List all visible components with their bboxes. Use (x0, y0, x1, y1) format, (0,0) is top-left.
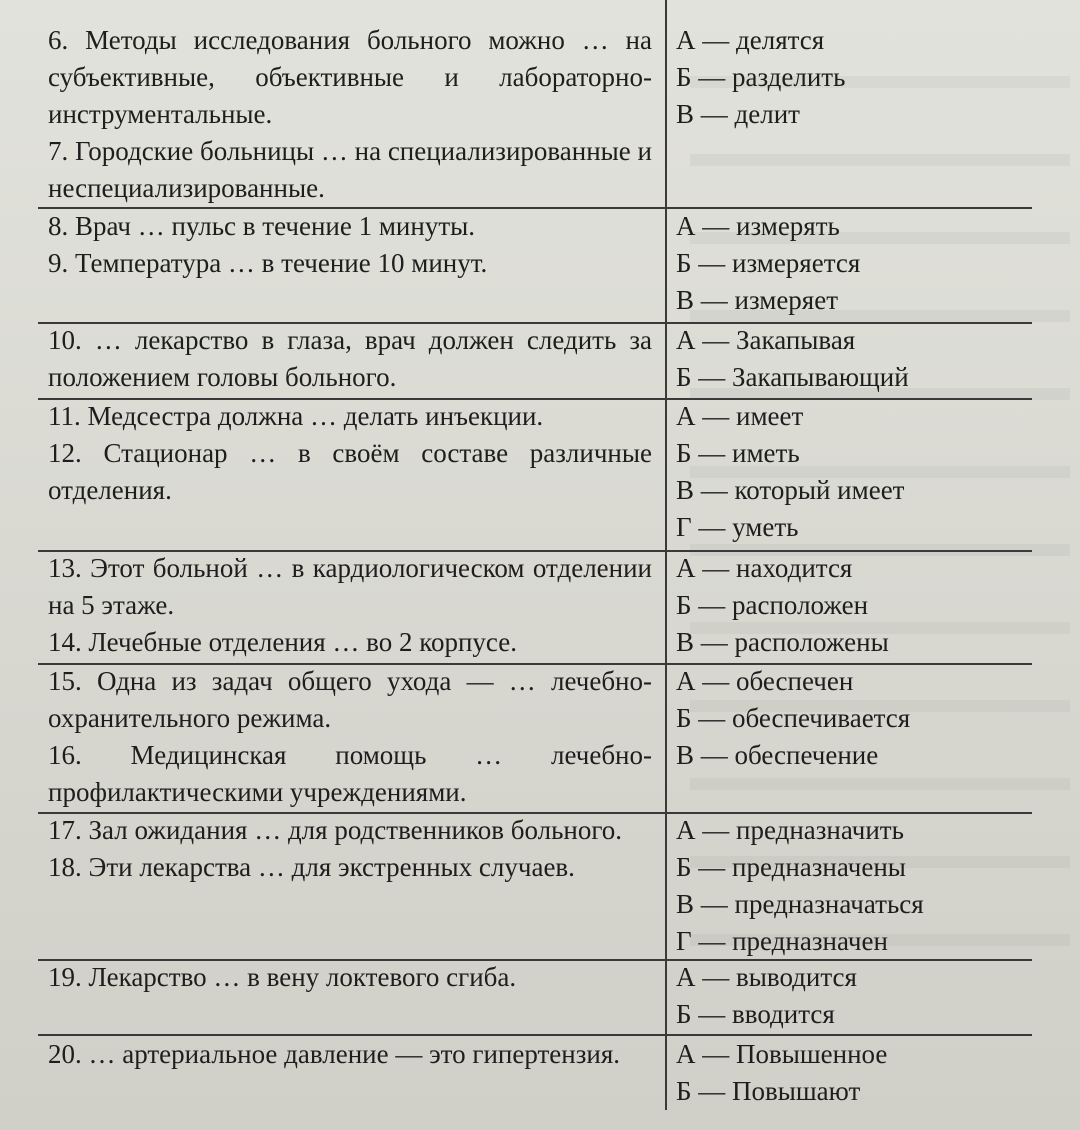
answer-option: Г — уметь (676, 512, 799, 542)
question-text: 6. Методы исследования больного можно … на субъективные, объективные и лабораторно-инструментальные. (48, 25, 652, 129)
answer-option: В — измеряет (676, 285, 839, 315)
answer-cell (676, 22, 996, 133)
answer-option: А — делятся (676, 25, 825, 55)
question-cell (48, 398, 652, 509)
answer-option: Б — разделить (676, 62, 846, 92)
question-cell (48, 22, 652, 207)
answer-option: Б — расположен (676, 590, 869, 620)
answer-option: Б — Закапывающий (676, 362, 909, 392)
question-text: 17. Зал ожидания … для родственников больного. (48, 815, 623, 845)
answer-option: В — обеспечение (676, 740, 879, 770)
answer-option: Г — предназначен (676, 926, 888, 956)
answer-cell (676, 208, 996, 319)
question-cell (48, 208, 652, 282)
answer-option: А — предназначить (676, 815, 904, 845)
answer-option: Б — иметь (676, 438, 800, 468)
question-text: 10. … лекарство в глаза, врач должен следить за положением головы больного. (48, 325, 652, 392)
answer-option: В — расположены (676, 627, 889, 657)
answer-cell (676, 550, 996, 661)
answer-option: А — обеспечен (676, 666, 854, 696)
answer-option: Б — измеряется (676, 248, 861, 278)
question-cell (48, 1036, 652, 1073)
answer-option: Б — Повышают (676, 1076, 861, 1106)
question-cell (48, 322, 652, 396)
answer-option: А — измерять (676, 211, 840, 241)
question-cell (48, 812, 652, 886)
question-text: 19. Лекарство … в вену локтевого сгиба. (48, 962, 517, 992)
answer-cell (676, 322, 996, 396)
answer-cell (676, 1036, 996, 1110)
question-text: 8. Врач … пульс в течение 1 минуты. (48, 211, 476, 241)
question-text: 15. Одна из задач общего ухода — … лечебно-охранительного режима. (48, 666, 652, 733)
question-text: 9. Температура … в течение 10 минут. (48, 248, 488, 278)
answer-option: А — имеет (676, 401, 804, 431)
question-text: 18. Эти лекарства … для экстренных случаев. (48, 852, 575, 882)
question-text: 14. Лечебные отделения … во 2 корпусе. (48, 627, 517, 657)
answer-option: В — предназначаться (676, 889, 924, 919)
question-text: 16. Медицинская помощь … лечебно-профилактическими учреждениями. (48, 740, 652, 807)
question-text: 12. Стационар … в своём составе различные отделения. (48, 438, 652, 505)
answer-option: В — делит (676, 99, 800, 129)
answer-option: Б — обеспечивается (676, 703, 911, 733)
question-text: 13. Этот больной … в кардиологическом отделении на 5 этаже. (48, 553, 652, 620)
answer-cell (676, 812, 996, 960)
column-divider (665, 0, 667, 1110)
question-cell (48, 550, 652, 661)
answer-option: Б — предназначены (676, 852, 906, 882)
answer-cell (676, 959, 996, 1033)
answer-option: Б — вводится (676, 999, 835, 1029)
question-text: 20. … артериальное давление — это гипертензия. (48, 1039, 620, 1069)
answer-option: А — Закапывая (676, 325, 856, 355)
answer-cell (676, 398, 996, 546)
answer-option: В — который имеет (676, 475, 905, 505)
answer-option: А — выводится (676, 962, 857, 992)
answer-option: А — находится (676, 553, 853, 583)
question-cell (48, 959, 652, 996)
question-text: 7. Городские больницы … на специализированные и неспециализированные. (48, 136, 652, 203)
answer-cell (676, 663, 996, 774)
question-text: 11. Медсестра должна … делать инъекции. (48, 401, 544, 431)
question-cell (48, 663, 652, 811)
answer-option: А — Повышенное (676, 1039, 888, 1069)
